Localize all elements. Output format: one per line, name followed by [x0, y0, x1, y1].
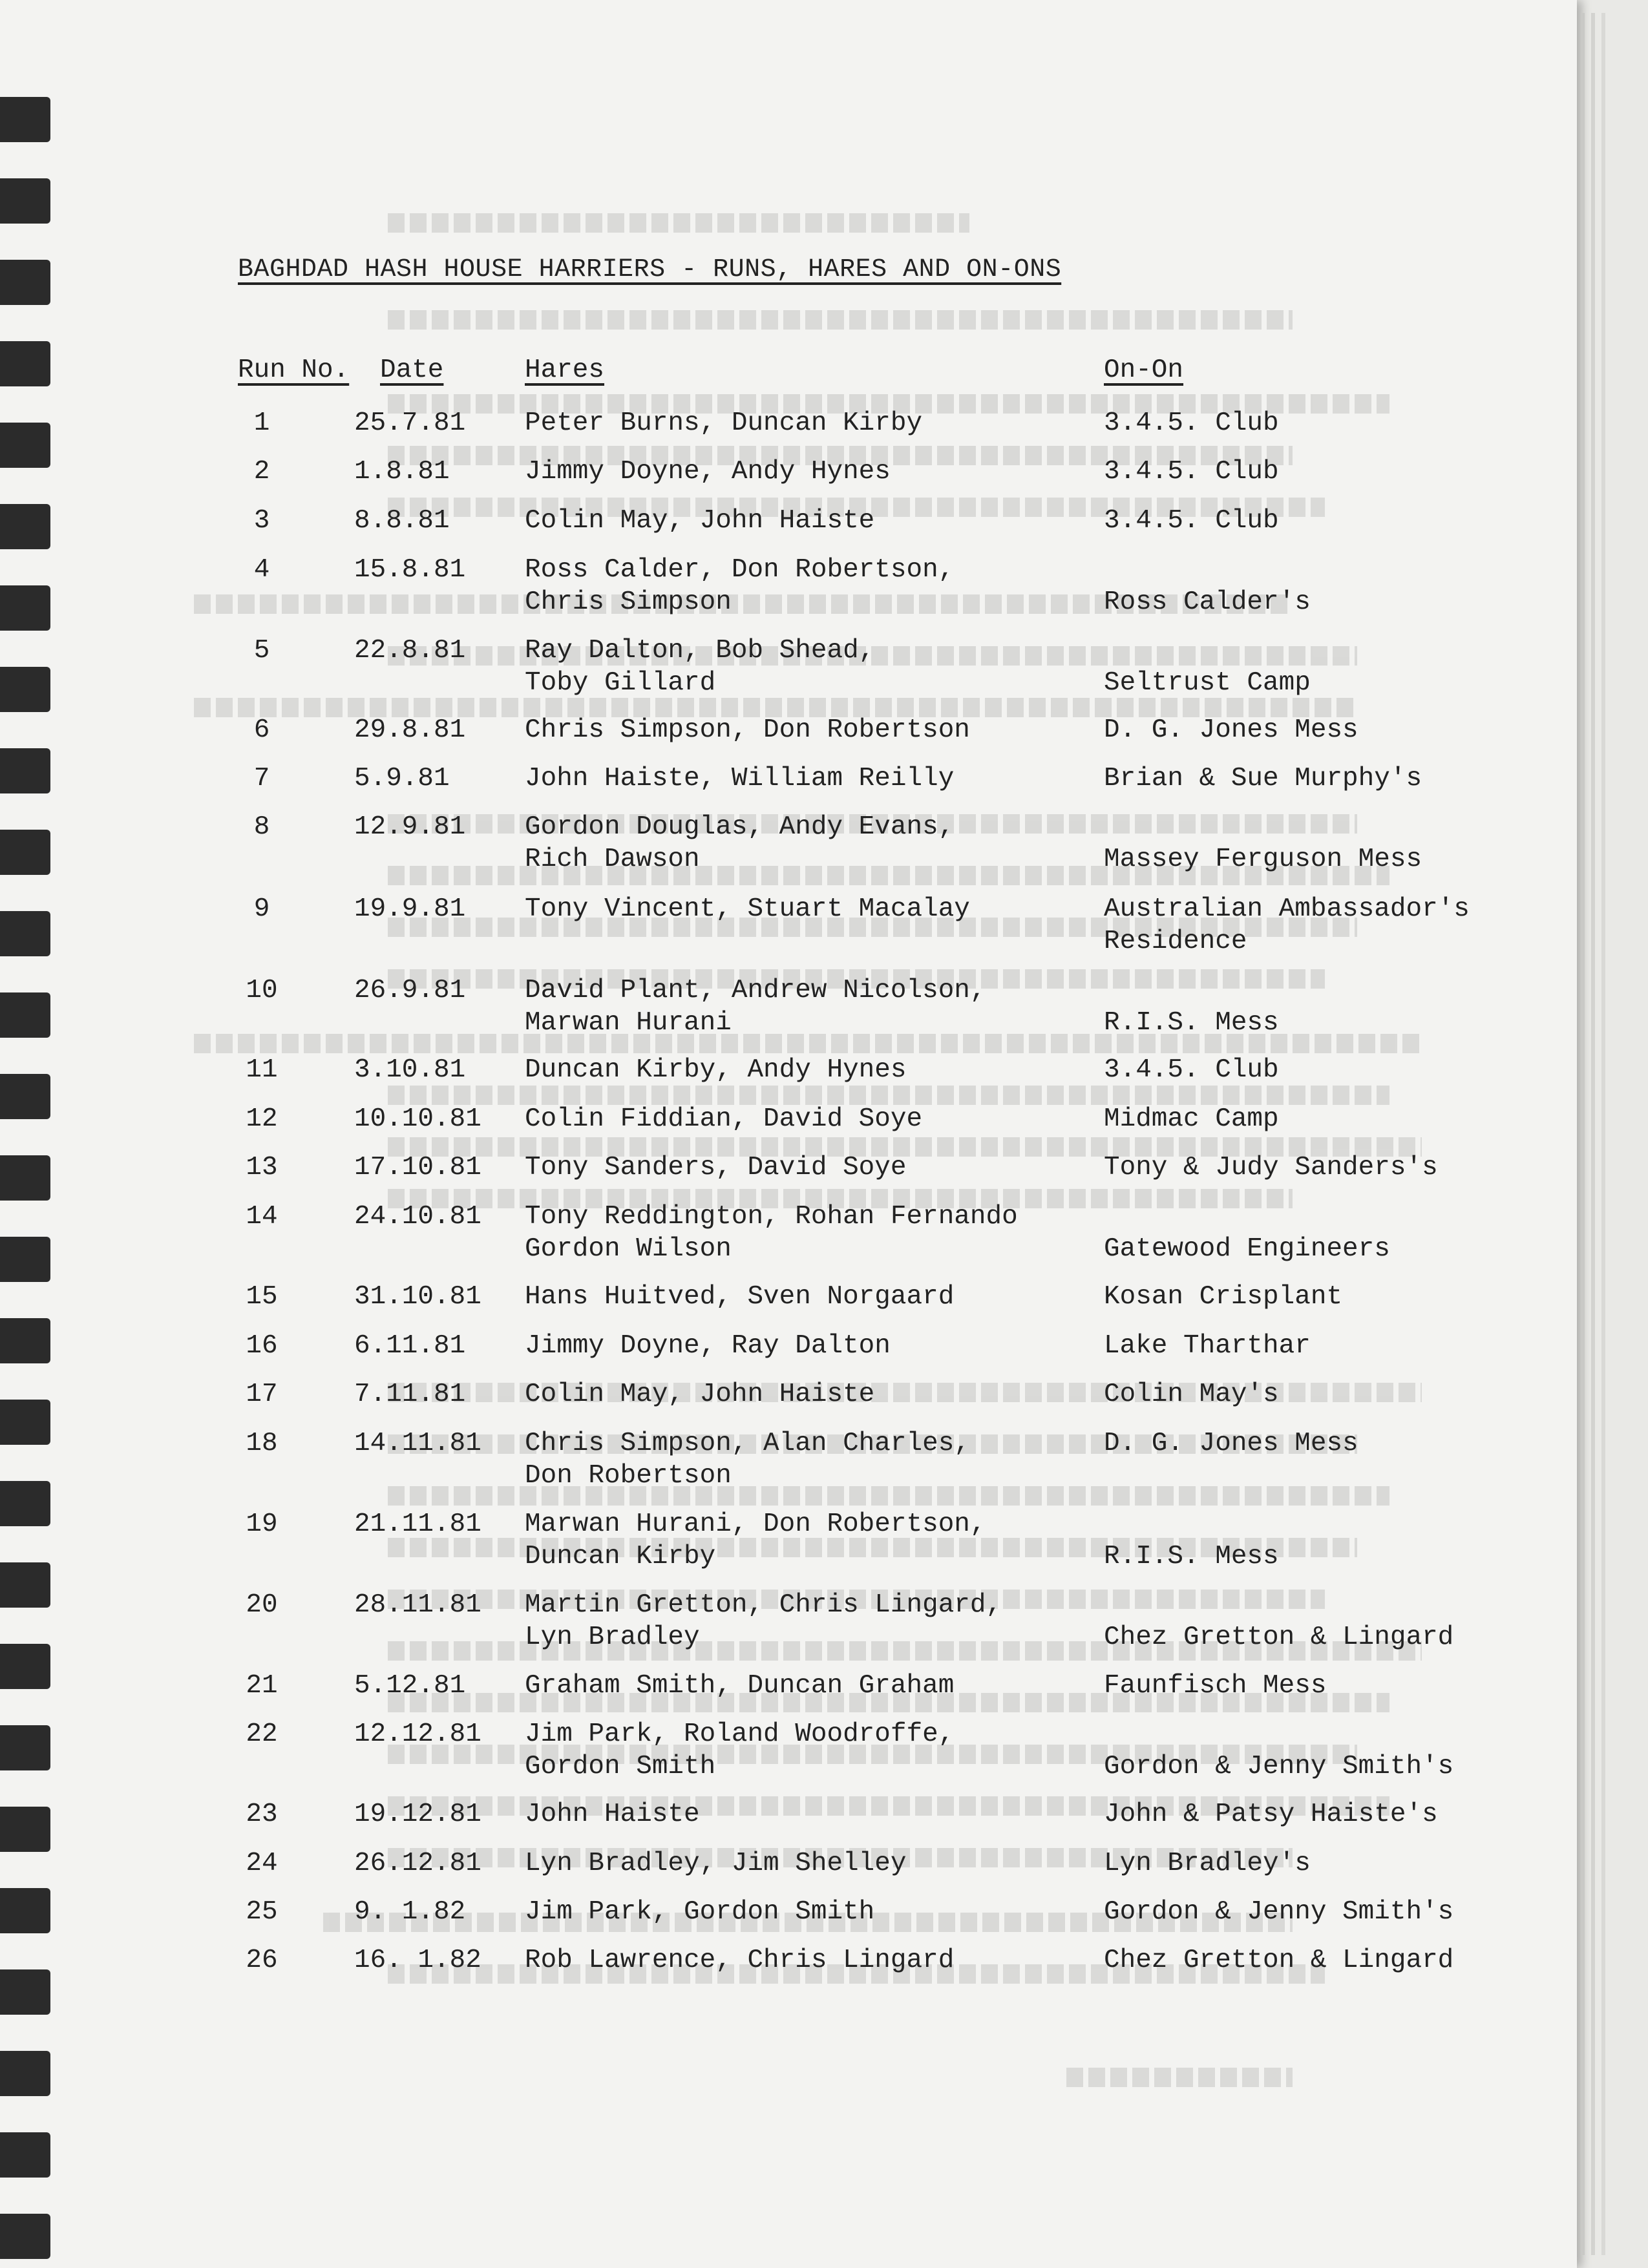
run-hares: Lyn Bradley, Jim Shelley — [525, 1849, 907, 1878]
run-date: 19.9.81 — [354, 894, 466, 924]
run-hares: Jimmy Doyne, Ray Dalton — [525, 1331, 891, 1361]
run-hares: Peter Burns, Duncan Kirby — [525, 408, 923, 438]
run-date: 1.8.81 — [354, 457, 450, 487]
run-hares: Tony Vincent, Stuart Macalay — [525, 894, 970, 924]
binding-ring — [0, 1807, 50, 1852]
run-date: 12.12.81 — [354, 1719, 481, 1749]
run-number: 13 — [246, 1153, 278, 1182]
run-on-on: Brian & Sue Murphy's — [1104, 764, 1422, 793]
run-on-on: Chez Gretton & Lingard — [1104, 1622, 1454, 1652]
binding-ring — [0, 1644, 50, 1689]
run-on-on: D. G. Jones Mess — [1104, 1429, 1358, 1458]
run-hares: Chris Simpson, Don Robertson — [525, 715, 970, 745]
binding-ring — [0, 1237, 50, 1282]
run-hares: Colin May, John Haiste — [525, 506, 875, 536]
run-on-on: Colin May's — [1104, 1380, 1279, 1409]
run-hares: Graham Smith, Duncan Graham — [525, 1671, 955, 1701]
run-on-on: Lyn Bradley's — [1104, 1849, 1311, 1878]
run-hares: Marwan Hurani, Don Robertson, — [525, 1509, 986, 1539]
run-number: 24 — [246, 1849, 278, 1878]
column-header-hares: Hares — [525, 355, 605, 385]
binding-ring — [0, 1725, 50, 1770]
run-on-on: D. G. Jones Mess — [1104, 715, 1358, 745]
run-hares: Ross Calder, Don Robertson, — [525, 555, 955, 585]
run-number: 7 — [253, 764, 270, 793]
run-date: 10.10.81 — [354, 1104, 481, 1134]
run-on-on: Gatewood Engineers — [1104, 1234, 1390, 1264]
run-hares: Jim Park, Roland Woodroffe, — [525, 1719, 955, 1749]
column-header-date: Date — [380, 355, 444, 385]
run-date: 12.9.81 — [354, 812, 466, 842]
run-number: 19 — [246, 1509, 278, 1539]
column-header-on-on: On-On — [1104, 355, 1184, 385]
run-number: 22 — [246, 1719, 278, 1749]
run-date: 24.10.81 — [354, 1202, 481, 1232]
run-number: 25 — [246, 1897, 278, 1927]
run-number: 10 — [246, 976, 278, 1005]
run-hares: Rich Dawson — [525, 845, 700, 874]
binding-ring — [0, 504, 50, 549]
run-on-on: 3.4.5. Club — [1104, 457, 1279, 487]
run-date: 15.8.81 — [354, 555, 466, 585]
binding-ring — [0, 1074, 50, 1119]
column-header-run-no: Run No. — [238, 355, 350, 385]
run-on-on: Chez Gretton & Lingard — [1104, 1946, 1454, 1975]
run-hares: John Haiste, William Reilly — [525, 764, 955, 793]
run-number: 5 — [253, 636, 270, 666]
binding-ring — [0, 1318, 50, 1363]
binding-ring — [0, 1969, 50, 2015]
run-on-on: Tony & Judy Sanders's — [1104, 1153, 1438, 1182]
run-hares: Gordon Douglas, Andy Evans, — [525, 812, 955, 842]
binding-ring — [0, 585, 50, 631]
run-on-on: Australian Ambassador's — [1104, 894, 1470, 924]
run-hares: Chris Simpson — [525, 587, 732, 617]
binding-ring — [0, 667, 50, 712]
run-number: 23 — [246, 1800, 278, 1829]
bleed-line — [1066, 2068, 1293, 2087]
binding-ring — [0, 341, 50, 386]
run-date: 28.11.81 — [354, 1590, 481, 1620]
run-hares: Tony Sanders, David Soye — [525, 1153, 907, 1182]
run-date: 29.8.81 — [354, 715, 466, 745]
run-hares: John Haiste — [525, 1800, 700, 1829]
bleed-line — [388, 310, 1293, 330]
run-date: 31.10.81 — [354, 1282, 481, 1312]
binding-ring — [0, 97, 50, 142]
run-date: 9. 1.82 — [354, 1897, 466, 1927]
binding-ring — [0, 1888, 50, 1933]
run-date: 17.10.81 — [354, 1153, 481, 1182]
run-date: 7.11.81 — [354, 1380, 466, 1409]
run-hares: Ray Dalton, Bob Shead, — [525, 636, 875, 666]
run-hares: Don Robertson — [525, 1461, 732, 1491]
run-hares: Jimmy Doyne, Andy Hynes — [525, 457, 891, 487]
run-date: 14.11.81 — [354, 1429, 481, 1458]
run-number: 12 — [246, 1104, 278, 1134]
run-hares: Marwan Hurani — [525, 1008, 732, 1038]
binding-ring — [0, 748, 50, 793]
bleed-line — [388, 1086, 1389, 1105]
run-on-on: Massey Ferguson Mess — [1104, 845, 1422, 874]
run-on-on: Seltrust Camp — [1104, 668, 1311, 698]
binding-ring — [0, 2214, 50, 2259]
run-on-on: Residence — [1104, 927, 1247, 956]
run-number: 8 — [253, 812, 270, 842]
run-date: 16. 1.82 — [354, 1946, 481, 1975]
run-hares: Rob Lawrence, Chris Lingard — [525, 1946, 955, 1975]
binding-ring — [0, 1481, 50, 1526]
run-hares: Lyn Bradley — [525, 1622, 700, 1652]
run-date: 5.9.81 — [354, 764, 450, 793]
run-number: 17 — [246, 1380, 278, 1409]
run-number: 14 — [246, 1202, 278, 1232]
run-on-on: Midmac Camp — [1104, 1104, 1279, 1134]
binding-ring — [0, 1155, 50, 1201]
run-on-on: R.I.S. Mess — [1104, 1542, 1279, 1571]
run-number: 16 — [246, 1331, 278, 1361]
binding-ring — [0, 260, 50, 305]
run-date: 26.9.81 — [354, 976, 466, 1005]
binding-ring — [0, 2051, 50, 2096]
run-hares: Colin Fiddian, David Soye — [525, 1104, 923, 1134]
spiral-binding — [0, 0, 58, 2268]
run-date: 26.12.81 — [354, 1849, 481, 1878]
run-hares: Duncan Kirby — [525, 1542, 716, 1571]
binding-ring — [0, 1562, 50, 1608]
run-on-on: R.I.S. Mess — [1104, 1008, 1279, 1038]
run-number: 26 — [246, 1946, 278, 1975]
binding-ring — [0, 178, 50, 224]
run-number: 3 — [253, 506, 270, 536]
run-on-on: Gordon & Jenny Smith's — [1104, 1752, 1454, 1781]
run-hares: David Plant, Andrew Nicolson, — [525, 976, 986, 1005]
run-number: 2 — [253, 457, 270, 487]
run-date: 19.12.81 — [354, 1800, 481, 1829]
binding-ring — [0, 830, 50, 875]
run-number: 9 — [253, 894, 270, 924]
run-number: 15 — [246, 1282, 278, 1312]
run-date: 3.10.81 — [354, 1055, 466, 1085]
run-date: 22.8.81 — [354, 636, 466, 666]
bleed-line — [388, 213, 969, 233]
run-hares: Chris Simpson, Alan Charles, — [525, 1429, 970, 1458]
run-on-on: Ross Calder's — [1104, 587, 1311, 617]
run-on-on: Faunfisch Mess — [1104, 1671, 1327, 1701]
run-on-on: Lake Tharthar — [1104, 1331, 1311, 1361]
run-date: 5.12.81 — [354, 1671, 466, 1701]
page-edge — [1581, 13, 1585, 2255]
run-on-on: 3.4.5. Club — [1104, 506, 1279, 536]
binding-ring — [0, 1400, 50, 1445]
run-hares: Hans Huitved, Sven Norgaard — [525, 1282, 955, 1312]
run-hares: Gordon Wilson — [525, 1234, 732, 1264]
run-hares: Tony Reddington, Rohan Fernando — [525, 1202, 1018, 1232]
run-on-on: Gordon & Jenny Smith's — [1104, 1897, 1454, 1927]
run-hares: Colin May, John Haiste — [525, 1380, 875, 1409]
run-hares: Toby Gillard — [525, 668, 716, 698]
run-on-on: John & Patsy Haiste's — [1104, 1800, 1438, 1829]
run-hares: Martin Gretton, Chris Lingard, — [525, 1590, 1002, 1620]
run-number: 1 — [253, 408, 270, 438]
page-title: BAGHDAD HASH HOUSE HARRIERS - RUNS, HARES AND ON-ONS — [238, 255, 1062, 284]
page-edge — [1591, 13, 1595, 2255]
run-hares: Duncan Kirby, Andy Hynes — [525, 1055, 907, 1085]
run-number: 20 — [246, 1590, 278, 1620]
run-date: 6.11.81 — [354, 1331, 466, 1361]
run-date: 25.7.81 — [354, 408, 466, 438]
run-date: 21.11.81 — [354, 1509, 481, 1539]
run-on-on: 3.4.5. Club — [1104, 1055, 1279, 1085]
run-number: 21 — [246, 1671, 278, 1701]
run-number: 11 — [246, 1055, 278, 1085]
binding-ring — [0, 992, 50, 1038]
page-edge — [1601, 13, 1605, 2255]
run-hares: Gordon Smith — [525, 1752, 716, 1781]
binding-ring — [0, 423, 50, 468]
run-number: 4 — [253, 555, 270, 585]
run-number: 6 — [253, 715, 270, 745]
run-number: 18 — [246, 1429, 278, 1458]
binding-ring — [0, 2132, 50, 2178]
run-hares: Jim Park, Gordon Smith — [525, 1897, 875, 1927]
run-on-on: 3.4.5. Club — [1104, 408, 1279, 438]
binding-ring — [0, 911, 50, 956]
run-on-on: Kosan Crisplant — [1104, 1282, 1343, 1312]
run-date: 8.8.81 — [354, 506, 450, 536]
